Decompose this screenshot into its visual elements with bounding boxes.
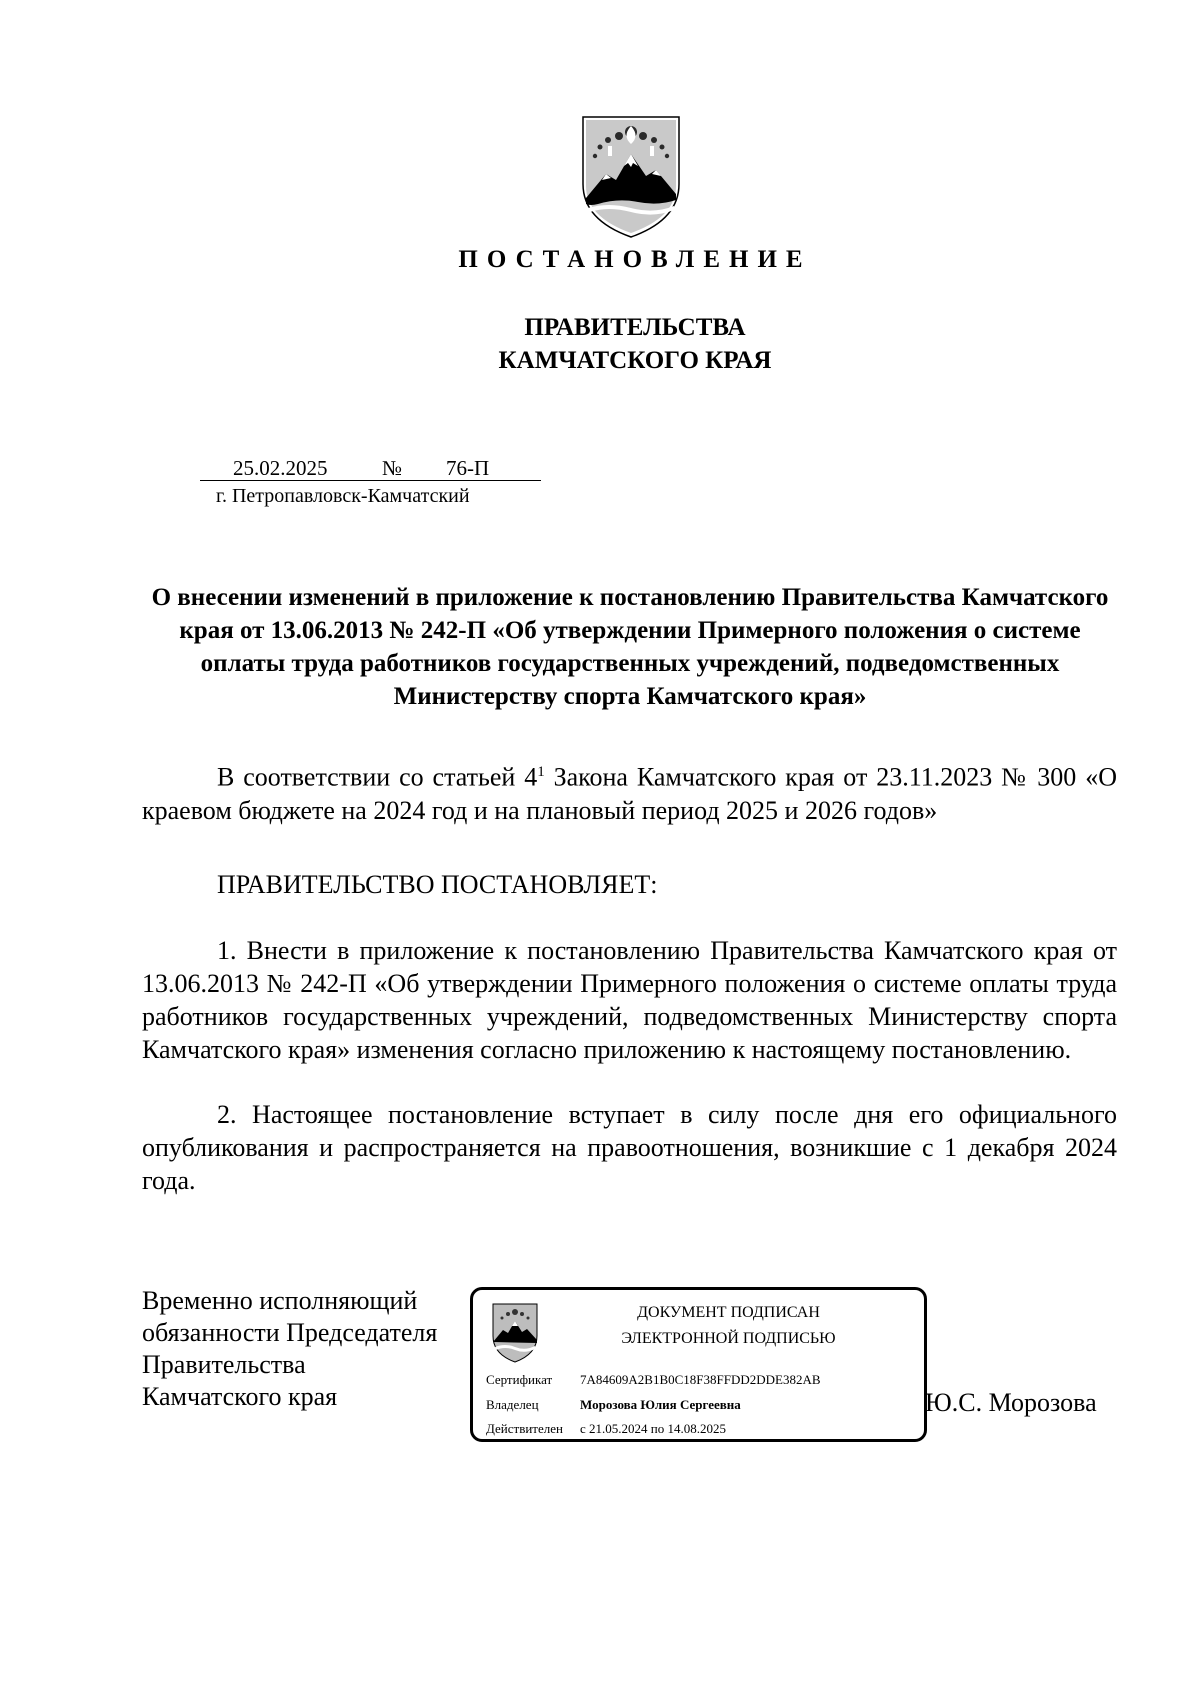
- clause-1-text: 1. Внести в приложение к постановлению Правительства Камчатского края от 13.06.2013 № 242-П «Об утверждении Примерного положения о системе оплаты труда работников государственных учреждений, подведомственных Министерству спорта Камчатского края» изменения согласно приложению к настоящему постановлению.: [142, 936, 1117, 1064]
- clause-2-text: 2. Настоящее постановление вступает в силу после дня его официального опубликования и распространяется на правоотношения, возникшие с 1 декабря 2024 года.: [142, 1100, 1117, 1195]
- signatory-name: Ю.С. Морозова: [925, 1388, 1097, 1417]
- owner-value: Морозова Юлия Сергеевна: [580, 1397, 741, 1412]
- position-line: Правительства: [142, 1350, 306, 1379]
- certificate-value: 7A84609A2B1B0C18F38FFDD2DDE382AB: [580, 1372, 821, 1387]
- position-line: обязанности Председателя: [142, 1318, 438, 1347]
- owner-row: [486, 1397, 741, 1413]
- electronic-signature-stamp: [470, 1287, 927, 1442]
- validity-row: [486, 1421, 726, 1437]
- issuing-authority: [0, 311, 1200, 377]
- stamp-title: [553, 1300, 904, 1352]
- number-sign: №: [378, 456, 406, 481]
- position-line: Временно исполняющий: [142, 1286, 418, 1315]
- document-type-heading: ПОСТАНОВЛЕНИЕ: [458, 246, 812, 273]
- validity-value: с 21.05.2024 по 14.08.2025: [580, 1421, 726, 1436]
- document-number: 76-П: [406, 456, 541, 481]
- authority-line: КАМЧАТСКОГО КРАЯ: [498, 347, 772, 374]
- city-name: г. Петропавловск-Камчатский: [216, 485, 470, 507]
- authority-line: ПРАВИТЕЛЬСТВА: [524, 314, 746, 341]
- legal-basis-paragraph: [142, 756, 1117, 827]
- article-superscript: 1: [537, 764, 545, 780]
- position-line: Камчатского края: [142, 1382, 338, 1411]
- decree-phrase: ПРАВИТЕЛЬСТВО ПОСТАНОВЛЯЕТ:: [217, 870, 658, 899]
- owner-label: Владелец: [486, 1397, 539, 1412]
- stamp-title-line: ЭЛЕКТРОННОЙ ПОДПИСЬЮ: [621, 1330, 836, 1347]
- document-date: 25.02.2025: [200, 456, 378, 481]
- stamp-coat-of-arms-icon: [491, 1302, 539, 1364]
- signatory-position: [142, 1285, 437, 1413]
- validity-label: Действителен: [486, 1421, 563, 1436]
- basis-text-continued: Закона Камчатского края от 23.11.2023 № 300 «О краевом бюджете на 2024 год и на плановый период 2025 и 2026 годов»: [142, 762, 1117, 825]
- clause-2: [142, 1098, 1117, 1197]
- certificate-label: Сертификат: [486, 1372, 553, 1387]
- certificate-row: [486, 1372, 821, 1388]
- stamp-title-line: ДОКУМЕНТ ПОДПИСАН: [637, 1304, 820, 1321]
- coat-of-arms-icon: [578, 114, 684, 240]
- document-subject: О внесении изменений в приложение к постановлению Правительства Камчатского края от 13.06.2013 № 242-П «Об утверждении Примерного положения о системе оплаты труда работников государственных учреждений, подведомственных Министерству спорта Камчатского края»: [151, 584, 1109, 710]
- basis-text: В соответствии со статьей 4: [217, 762, 538, 792]
- clause-1: [142, 934, 1117, 1066]
- registration-line: [200, 456, 541, 481]
